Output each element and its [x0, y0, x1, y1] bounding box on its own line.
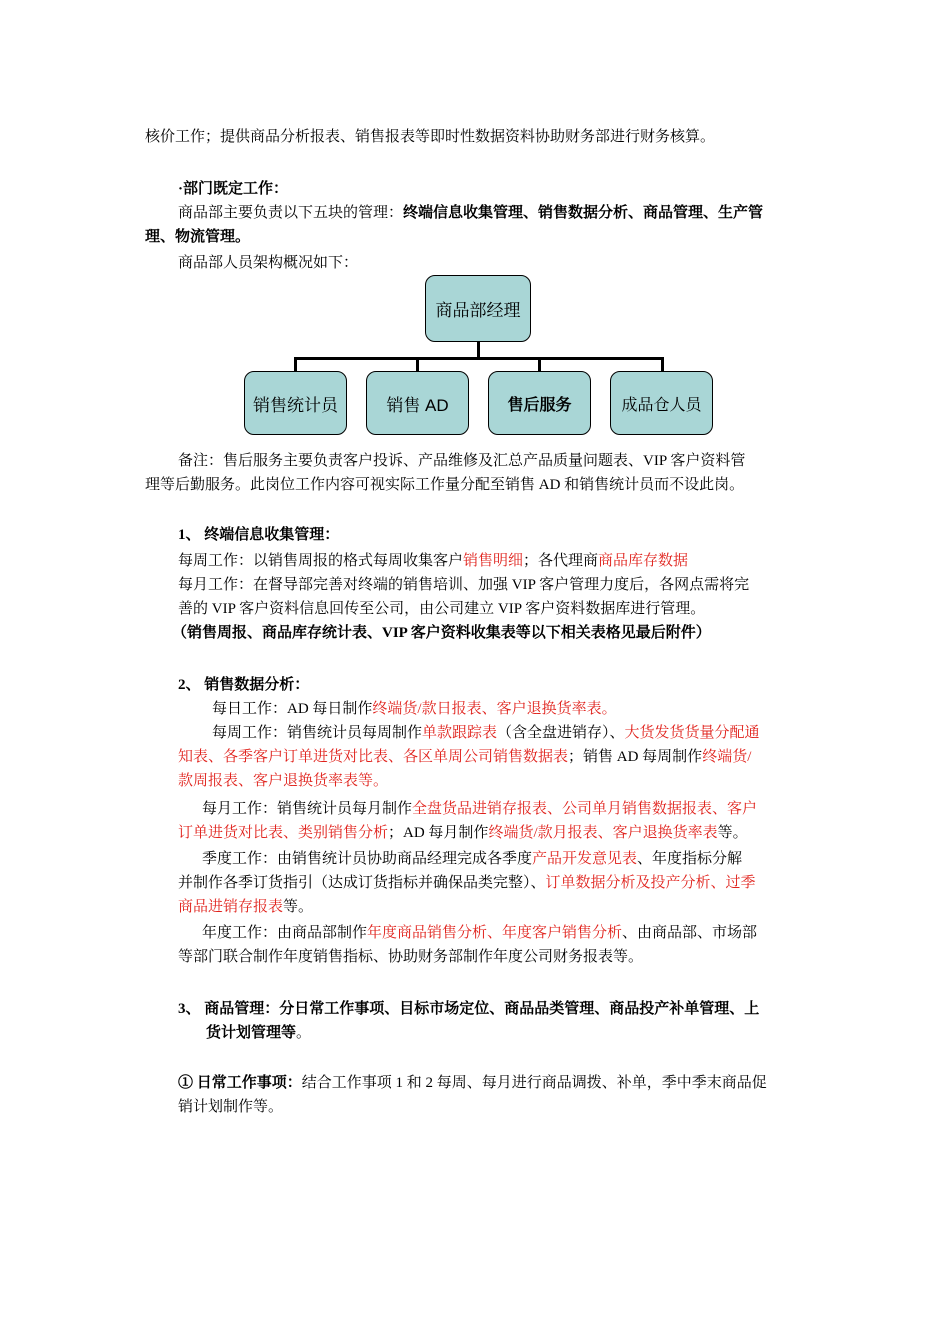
- staff-intro: 商品部人员架构概况如下：: [178, 255, 359, 271]
- org-connector-3: [538, 357, 541, 372]
- s3-item-1-cont: 销计划制作等。: [178, 1099, 284, 1115]
- s2-weekly-text-2: （含全盘进销存）、: [497, 725, 625, 741]
- s2-quarter-text-3: 并制作各季订货指引（达成订货指标并确保品类完整）、: [178, 875, 546, 891]
- s2-annual-text-2: 、由商品部、市场部: [622, 925, 758, 941]
- s3-item-text: 结合工作事项 1 和 2 每周、每月进行商品调拨、补单，季中季末商品促: [301, 1075, 767, 1091]
- s3-title-bold: 货计划管理等: [206, 1025, 297, 1041]
- org-child-sales-ad: 销售 AD: [366, 371, 469, 435]
- org-child-warehouse: 成品仓人员: [610, 371, 713, 435]
- s2-quarter-red-1: 产品开发意见表: [532, 851, 638, 867]
- s3-title-end: 。: [296, 1025, 312, 1041]
- intro-text: 核价工作；提供商品分析报表、销售报表等即时性数据资料协助财务部进行财务核算。: [145, 129, 716, 145]
- s2-monthly-red-3: 终端货/款月报表、客户退换货率表: [488, 825, 718, 841]
- s2-monthly-red-1: 全盘货品进销存报表、公司单月销售数据报表、客户: [412, 801, 758, 817]
- s3-item-lead: ① 日常工作事项：: [178, 1075, 302, 1091]
- s2-quarter-2: [178, 871, 810, 895]
- org-connector-1: [294, 357, 297, 372]
- org-child-sales-stats: 销售统计员: [244, 371, 347, 435]
- s1-weekly-red-1: 销售明细: [463, 553, 524, 569]
- org-child-after-sales: 售后服务: [488, 371, 591, 435]
- s2-quarter-red-3: 商品进销存报表: [178, 899, 284, 915]
- s2-weekly-1: [178, 721, 810, 745]
- s2-quarter-3: [178, 895, 810, 919]
- s2-quarter-red-2: 订单数据分析及投产分析、过季: [545, 875, 756, 891]
- s2-daily-text: 每日工作：AD 每日制作: [212, 701, 373, 717]
- s2-weekly-red-4: 终端货/: [702, 749, 752, 765]
- s2-weekly-red-5: 款周报表、客户退换货率表等。: [178, 773, 389, 789]
- s2-daily-red: 终端货/款日报表、客户退换货率表。: [372, 701, 617, 717]
- s2-monthly-text-2: ；AD 每月制作: [388, 825, 489, 841]
- s1-weekly-text: 每周工作：以销售周报的格式每周收集客户: [178, 553, 464, 569]
- s1-weekly: [178, 549, 810, 573]
- org-connector-2: [416, 357, 419, 372]
- s1-appendix: （销售周报、商品库存统计表、VIP 客户资料收集表等以下相关表格见最后附件）: [172, 625, 711, 641]
- s2-quarter-text-4: 等。: [283, 899, 314, 915]
- dept-responsibility: [145, 201, 810, 225]
- resp-lead: 商品部主要负责以下五块的管理：: [178, 205, 404, 221]
- org-connector-bar: [294, 357, 664, 360]
- org-root-manager: 商品部经理: [425, 275, 531, 342]
- org-connector-4: [661, 357, 664, 372]
- section-3-title-1: 3、 商品管理：分日常工作事项、目标市场定位、商品品类管理、商品投产补单管理、上: [178, 1001, 760, 1017]
- s2-monthly-text-3: 等。: [717, 825, 748, 841]
- s2-annual-text: 年度工作：由商品部制作: [202, 925, 368, 941]
- s3-item-1: [178, 1071, 810, 1095]
- s1-weekly-red-2: 商品库存数据: [598, 553, 689, 569]
- s2-weekly-2: [178, 745, 810, 769]
- s2-quarter-text: 季度工作：由销售统计员协助商品经理完成各季度: [202, 851, 533, 867]
- note-line-2: 理等后勤服务。此岗位工作内容可视实际工作量分配至销售 AD 和销售统计员而不设此岗。: [145, 477, 745, 493]
- s2-weekly-red-1: 单款跟踪表: [422, 725, 498, 741]
- intro-paragraph: [145, 125, 810, 149]
- s2-monthly-text: 每月工作：销售统计员每月制作: [202, 801, 413, 817]
- s2-quarter-1: [178, 847, 810, 871]
- dept-responsibility-cont: 理、物流管理。: [145, 229, 251, 245]
- note-line-1: 备注：售后服务主要负责客户投诉、产品维修及汇总产品质量问题表、VIP 客户资料管: [178, 453, 746, 469]
- s1-monthly-1: 每月工作：在督导部完善对终端的销售培训、加强 VIP 客户管理力度后，各网点需将完: [178, 577, 750, 593]
- section-2-title: 2、 销售数据分析：: [178, 677, 310, 693]
- s2-monthly-red-2: 订单进货对比表、类别销售分析: [178, 825, 389, 841]
- s2-weekly-text-3: ；销售 AD 每周制作: [568, 749, 703, 765]
- s2-monthly-1: [178, 797, 810, 821]
- s2-annual-1: [178, 921, 810, 945]
- s2-monthly-2: [178, 821, 810, 845]
- resp-bold-1: 终端信息收集管理、销售数据分析、商品管理、生产管: [403, 205, 764, 221]
- s2-weekly-red-2: 大货发货货量分配通: [624, 725, 760, 741]
- s2-weekly-text: 每周工作：销售统计员每周制作: [212, 725, 423, 741]
- section-3-title-2: [206, 1021, 806, 1045]
- s2-quarter-text-2: 、年度指标分解: [637, 851, 743, 867]
- s1-weekly-text-2: ；各代理商: [523, 553, 599, 569]
- s2-annual-2: 等部门联合制作年度销售指标、协助财务部制作年度公司财务报表等。: [178, 949, 644, 965]
- s2-weekly-3: [178, 769, 810, 793]
- dept-heading: ·部门既定工作：: [178, 181, 289, 197]
- s1-monthly-2: 善的 VIP 客户资料信息回传至公司，由公司建立 VIP 客户资料数据库进行管理。: [178, 601, 706, 617]
- s2-annual-red: 年度商品销售分析、年度客户销售分析: [367, 925, 623, 941]
- s2-weekly-red-3: 知表、各季客户订单进货对比表、各区单周公司销售数据表: [178, 749, 569, 765]
- section-1-title: 1、 终端信息收集管理：: [178, 527, 340, 543]
- s2-daily: [178, 697, 810, 721]
